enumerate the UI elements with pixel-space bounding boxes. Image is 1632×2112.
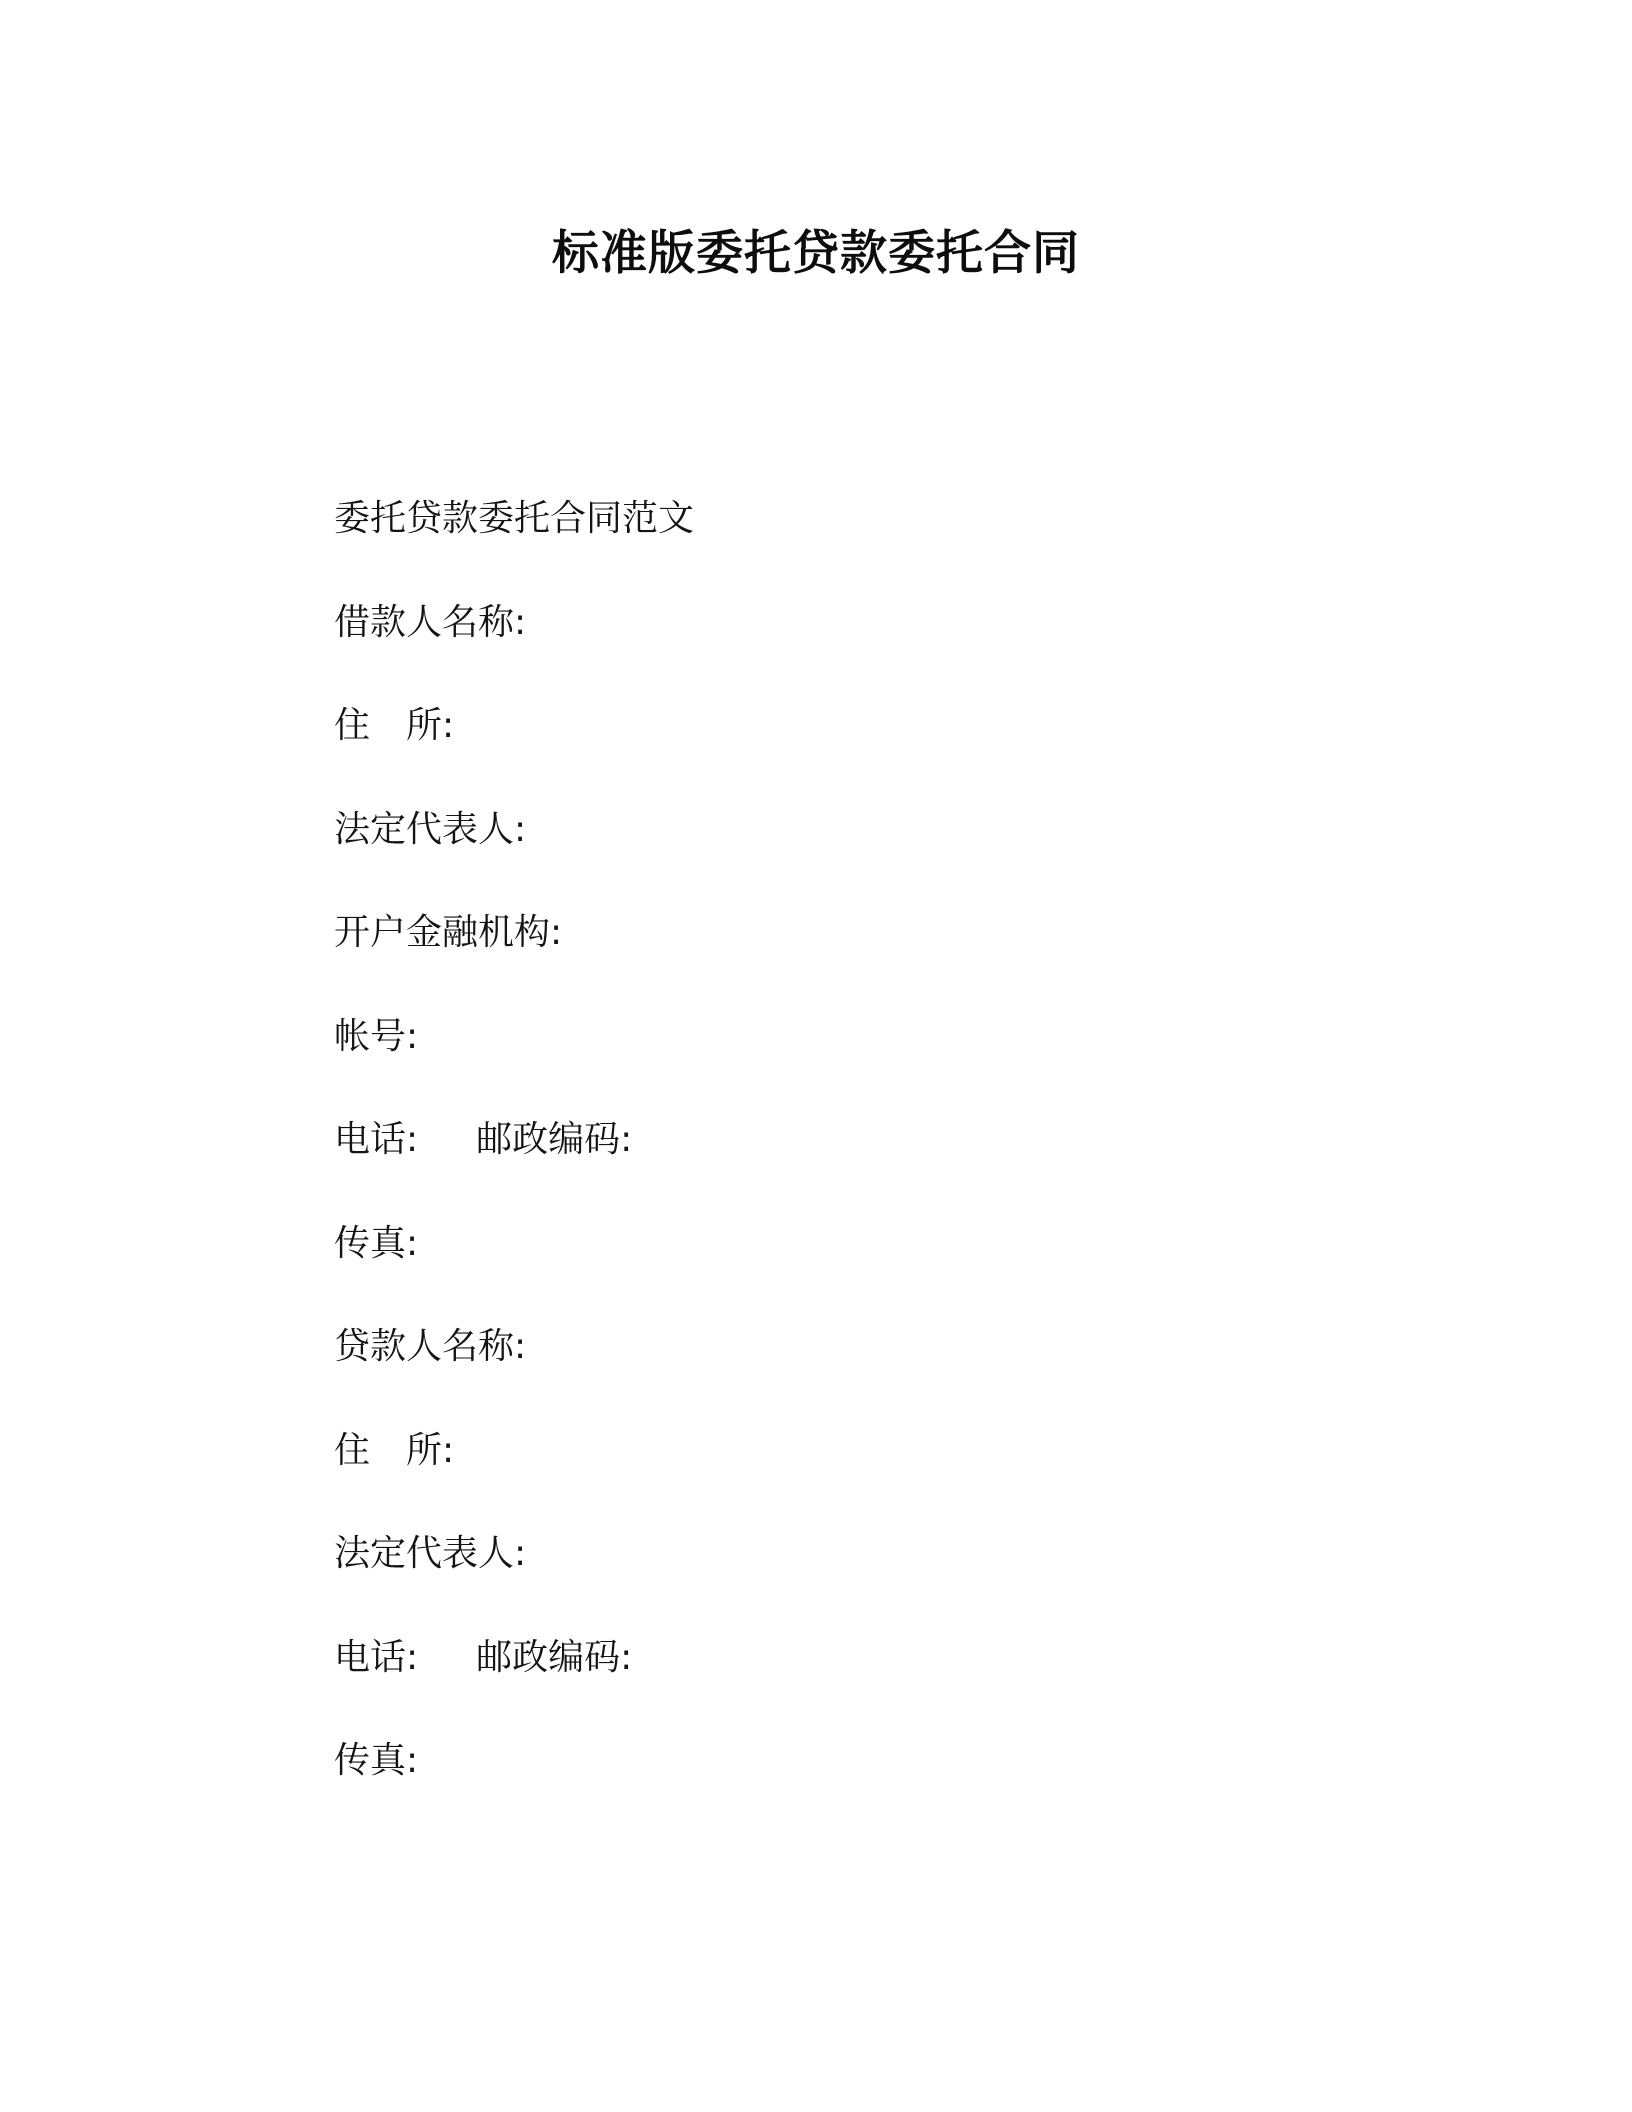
borrower-bank-label: 开户金融机构: (334, 912, 563, 953)
lender-address-label-part2: 所: (406, 1429, 455, 1471)
borrower-fax-label: 传真: (334, 1222, 419, 1264)
borrower-address-label-part2: 所: (406, 705, 455, 746)
borrower-postcode-label: 邮政编码: (476, 1119, 633, 1160)
lender-postcode-label: 邮政编码: (476, 1636, 633, 1678)
lender-address-label-part1: 住 (334, 1429, 371, 1471)
borrower-phone-postcode-line (334, 1115, 1434, 1219)
borrower-address-line (334, 701, 1434, 805)
borrower-name-label: 借款人名称: (334, 601, 527, 643)
document-title: 标准版委托贷款委托合同 (552, 226, 1080, 281)
borrower-phone-label: 电话: (334, 1119, 419, 1160)
document-body (334, 494, 1434, 1840)
document-subtitle: 委托贷款委托合同范文 (334, 498, 695, 539)
lender-fax-label: 传真: (334, 1740, 419, 1781)
lender-phone-label: 电话: (334, 1636, 419, 1678)
borrower-account-label: 帐号: (334, 1015, 419, 1057)
lender-name-label: 贷款人名称: (334, 1326, 527, 1367)
lender-address-line (334, 1426, 1434, 1530)
lender-legal-rep-label: 法定代表人: (334, 1533, 527, 1574)
borrower-legal-rep-label: 法定代表人: (334, 808, 527, 850)
borrower-address-label-part1: 住 (334, 705, 371, 746)
lender-phone-postcode-line (334, 1633, 1434, 1737)
